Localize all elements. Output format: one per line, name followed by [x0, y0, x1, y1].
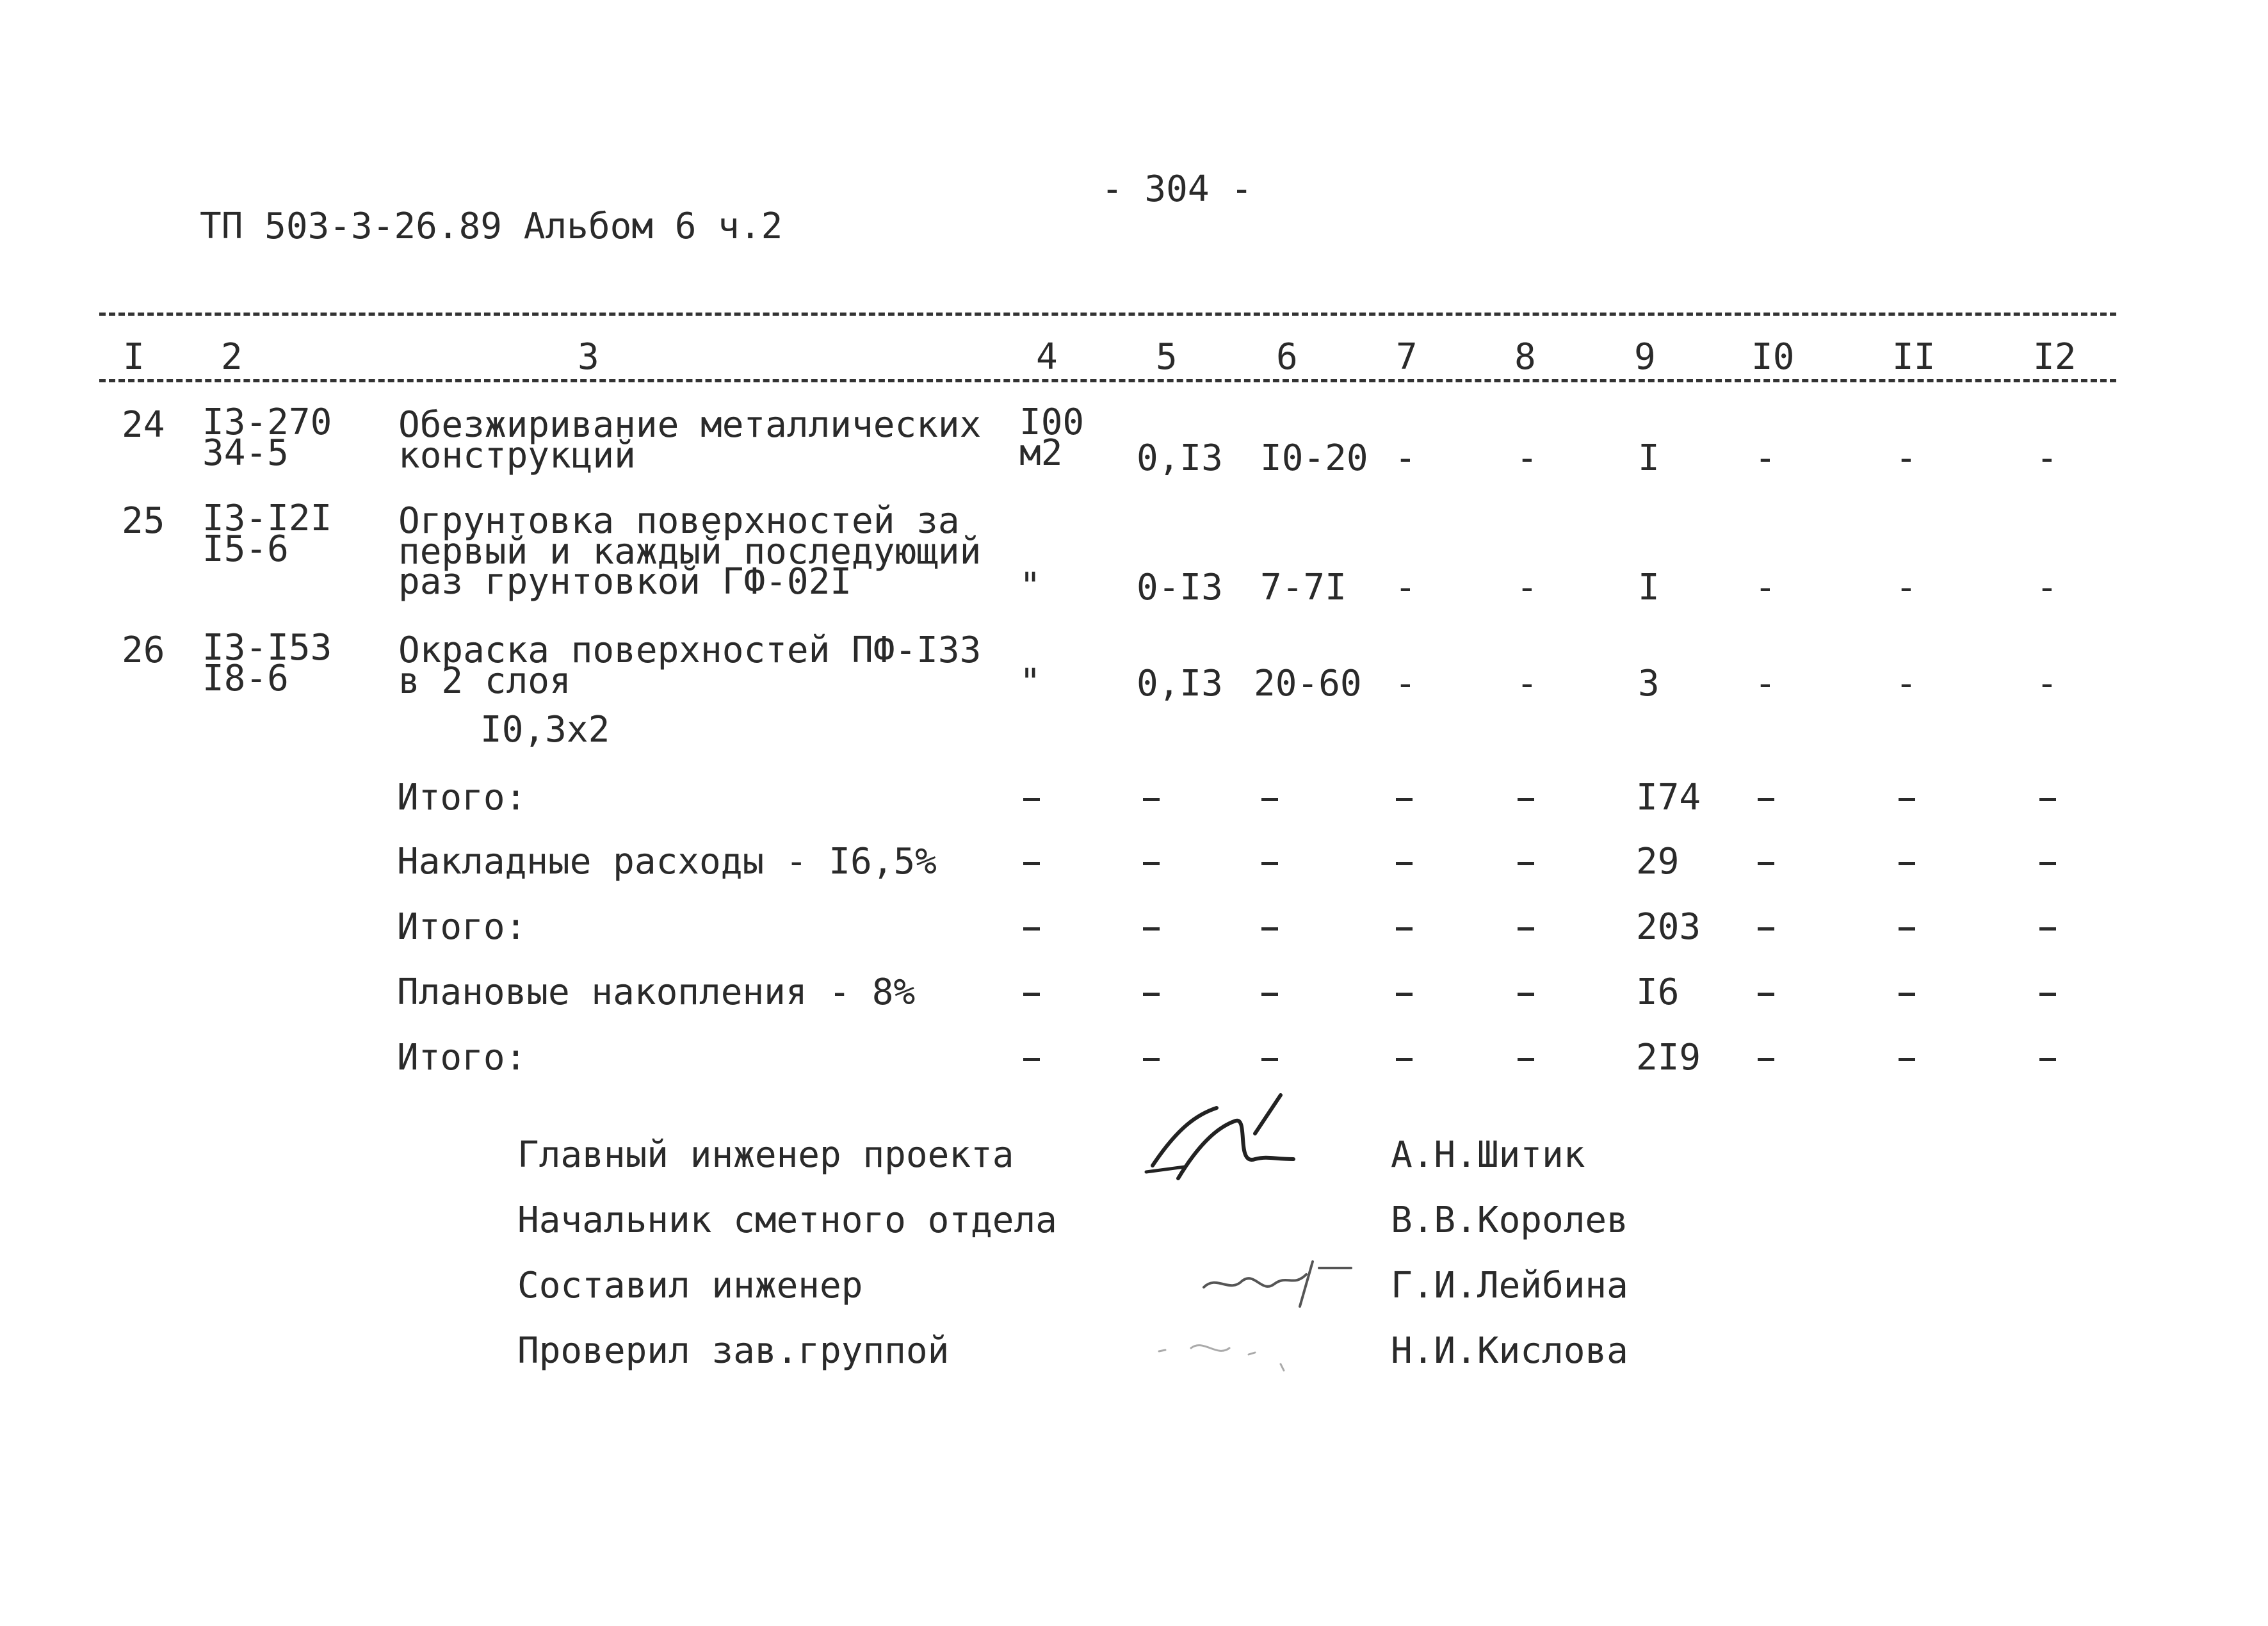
- empty-cell-dash: [2039, 993, 2056, 996]
- row-col10: -: [1754, 567, 1776, 608]
- totals-label: Итого:: [397, 1037, 527, 1078]
- handwritten-signature-4: [1153, 1326, 1306, 1377]
- empty-cell-dash: [1143, 927, 1160, 931]
- table-top-rule: [99, 313, 2116, 316]
- row-col11: -: [1895, 437, 1917, 479]
- row-col12: -: [2036, 663, 2058, 704]
- empty-cell-dash: [1899, 993, 1915, 996]
- column-header-5: 5: [1156, 336, 1178, 378]
- row-col12: -: [2036, 567, 2058, 608]
- totals-value: I6: [1636, 972, 1680, 1013]
- row-col9: I: [1638, 437, 1660, 479]
- totals-label: Итого:: [397, 906, 527, 948]
- empty-cell-dash: [1899, 798, 1915, 801]
- column-header-11: II: [1892, 336, 1936, 378]
- signature-role: Начальник сметного отдела: [517, 1199, 1057, 1241]
- row-number: 25: [122, 500, 165, 542]
- column-header-8: 8: [1514, 336, 1536, 378]
- signature-role: Составил инженер: [517, 1265, 863, 1306]
- empty-cell-dash: [1261, 927, 1278, 931]
- column-header-9: 9: [1634, 336, 1656, 378]
- row-unit: ": [1019, 565, 1041, 607]
- empty-cell-dash: [1023, 927, 1040, 931]
- empty-cell-dash: [1899, 927, 1915, 931]
- empty-cell-dash: [1023, 993, 1040, 996]
- table-header-rule: [99, 379, 2116, 382]
- signature-role: Проверил зав.группой: [517, 1330, 950, 1372]
- empty-cell-dash: [1261, 862, 1278, 865]
- row-col5: 0-I3: [1137, 567, 1223, 608]
- empty-cell-dash: [2039, 927, 2056, 931]
- empty-cell-dash: [1518, 993, 1534, 996]
- empty-cell-dash: [1758, 798, 1774, 801]
- column-header-6: 6: [1276, 336, 1298, 378]
- row-code: I3-I2I I5-6: [202, 498, 332, 570]
- row-description-extra: I0,3х2: [480, 709, 610, 751]
- column-header-4: 4: [1036, 336, 1058, 378]
- empty-cell-dash: [1396, 927, 1413, 931]
- row-col10: -: [1754, 663, 1776, 704]
- empty-cell-dash: [1758, 862, 1774, 865]
- row-number: 26: [122, 630, 165, 671]
- row-col6: I0-20: [1260, 437, 1368, 479]
- empty-cell-dash: [1143, 862, 1160, 865]
- empty-cell-dash: [1023, 1058, 1040, 1061]
- signature-role: Главный инженер проекта: [517, 1134, 1014, 1176]
- row-code: I3-I53 I8-6: [202, 627, 332, 699]
- row-col6: 20-60: [1254, 663, 1362, 704]
- row-col11: -: [1895, 663, 1917, 704]
- empty-cell-dash: [1143, 993, 1160, 996]
- column-header-12: I2: [2033, 336, 2077, 378]
- document-code: ТП 503-3-26.89 Альбом 6 ч.2: [200, 206, 783, 247]
- empty-cell-dash: [1261, 798, 1278, 801]
- row-col7: -: [1395, 567, 1416, 608]
- column-header-2: 2: [221, 336, 243, 378]
- empty-cell-dash: [1518, 1058, 1534, 1061]
- row-col7: -: [1395, 663, 1416, 704]
- empty-cell-dash: [1518, 927, 1534, 931]
- handwritten-signature-1: [1140, 1089, 1306, 1217]
- signature-name: А.Н.Шитик: [1391, 1134, 1585, 1176]
- empty-cell-dash: [1899, 1058, 1915, 1061]
- empty-cell-dash: [1143, 798, 1160, 801]
- empty-cell-dash: [1261, 993, 1278, 996]
- empty-cell-dash: [1396, 798, 1413, 801]
- empty-cell-dash: [2039, 862, 2056, 865]
- handwritten-signature-3: [1197, 1249, 1364, 1313]
- empty-cell-dash: [1023, 798, 1040, 801]
- row-col5: 0,I3: [1137, 663, 1223, 704]
- totals-value: 2I9: [1636, 1037, 1701, 1078]
- signature-name: В.В.Королев: [1391, 1199, 1628, 1241]
- totals-label: Накладные расходы - I6,5%: [397, 841, 937, 882]
- row-col8: -: [1516, 663, 1538, 704]
- row-col8: -: [1516, 567, 1538, 608]
- row-col9: 3: [1638, 663, 1660, 704]
- column-header-10: I0: [1751, 336, 1795, 378]
- row-unit: I00 м2: [1019, 402, 1085, 474]
- column-header-7: 7: [1396, 336, 1418, 378]
- totals-label: Плановые накопления - 8%: [397, 972, 916, 1013]
- totals-value: 29: [1636, 841, 1680, 882]
- row-col11: -: [1895, 567, 1917, 608]
- empty-cell-dash: [1518, 798, 1534, 801]
- empty-cell-dash: [1143, 1058, 1160, 1061]
- row-description: Окраска поверхностей ПФ-I33 в 2 слоя: [398, 630, 982, 702]
- empty-cell-dash: [1396, 993, 1413, 996]
- empty-cell-dash: [2039, 1058, 2056, 1061]
- column-header-1: I: [123, 336, 145, 378]
- empty-cell-dash: [1023, 862, 1040, 865]
- row-col12: -: [2036, 437, 2058, 479]
- empty-cell-dash: [2039, 798, 2056, 801]
- empty-cell-dash: [1758, 1058, 1774, 1061]
- totals-value: I74: [1636, 777, 1701, 818]
- empty-cell-dash: [1518, 862, 1534, 865]
- row-number: 24: [122, 404, 165, 446]
- row-col9: I: [1638, 567, 1660, 608]
- column-header-3: 3: [578, 336, 599, 378]
- totals-value: 203: [1636, 906, 1701, 948]
- empty-cell-dash: [1899, 862, 1915, 865]
- row-description: Обезжиривание металлических конструкций: [398, 404, 982, 476]
- page-number: - 304 -: [1101, 168, 1253, 210]
- empty-cell-dash: [1758, 993, 1774, 996]
- totals-label: Итого:: [397, 777, 527, 818]
- signature-name: Н.И.Кислова: [1391, 1330, 1628, 1372]
- row-code: I3-270 34-5: [202, 402, 332, 474]
- signature-name: Г.И.Лейбина: [1391, 1265, 1628, 1306]
- row-col5: 0,I3: [1137, 437, 1223, 479]
- row-col6: 7-7I: [1260, 567, 1347, 608]
- row-col10: -: [1754, 437, 1776, 479]
- row-col8: -: [1516, 437, 1538, 479]
- empty-cell-dash: [1758, 927, 1774, 931]
- empty-cell-dash: [1261, 1058, 1278, 1061]
- empty-cell-dash: [1396, 862, 1413, 865]
- empty-cell-dash: [1396, 1058, 1413, 1061]
- row-description: Огрунтовка поверхностей за первый и каждый последующий раз грунтовкой ГФ-02I: [398, 500, 982, 603]
- row-col7: -: [1395, 437, 1416, 479]
- row-unit: ": [1019, 662, 1041, 703]
